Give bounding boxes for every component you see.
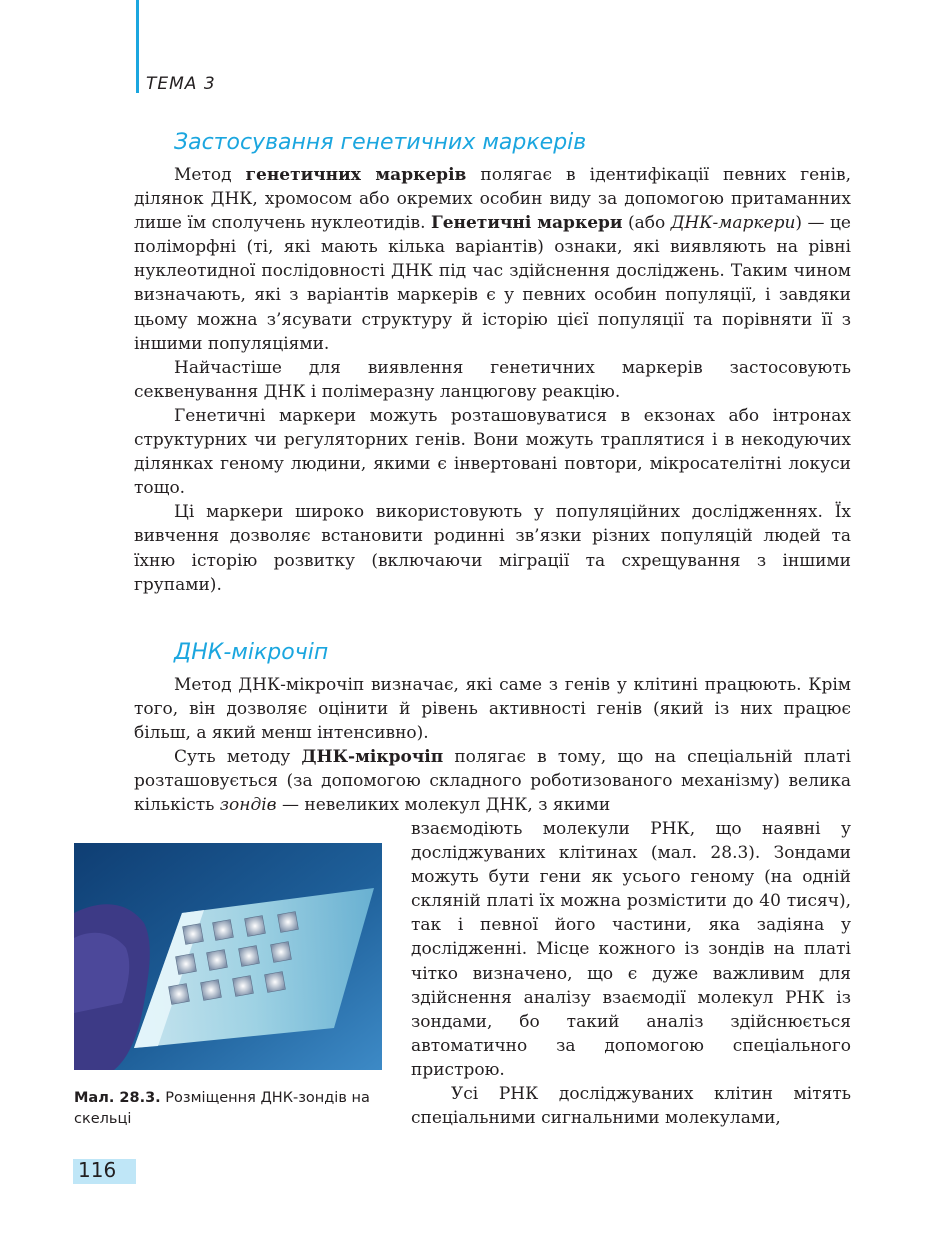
section-heading-dna-microchip: ДНК-мікрочіп	[174, 640, 329, 665]
paragraph: Найчастіше для виявлення генетичних маркерів застосовують секвенування ДНК і полімеразну ланцюгову реакцію.	[134, 357, 851, 402]
paragraph: взаємодіють молекули РНК, що наявні у досліджуваних клітинах (мал. 28.3). Зондами можуть бути гени як усього геному (на одній скляній платі їх можна розмістити до 40 тисяч), так і певної його частини, яка задіяна у дослідженні. Місце кожного із зондів на платі чітко визначено, що є дуже важливим для здійснення аналізу взаємодії молекул РНК із зондами, бо такий аналіз здійснюється автоматично за допомогою спеціального пристрою.	[411, 819, 851, 1080]
section-heading-genetic-markers: Застосування генетичних маркерів	[174, 130, 587, 155]
figure-caption-label: Мал. 28.3.	[74, 1090, 161, 1106]
paragraph: Метод генетичних маркерів полягає в ідентифікації певних генів, ділянок ДНК, хромосом або окремих особин виду за допомогою притаманних лише їм сполучень нуклеотидів. Генетичні маркери (або ДНК-маркери) — це поліморфні (ті, які мають кілька варіантів) ознаки, які виявляють на рівні нуклеотидної послідовності ДНК під час здійснення досліджень. Таким чином визначають, які з варіантів маркерів є у певних особин популяції, і завдяки цьому можна з’ясувати структуру й історію цієї популяції та порівняти її з іншими популяціями.	[134, 165, 851, 354]
figure-caption-text: Розміщення ДНК-зондів на скельці	[74, 1090, 370, 1127]
figure-caption	[74, 1088, 384, 1130]
theme-label: ТЕМА 3	[146, 74, 216, 94]
header-accent-bar	[136, 0, 139, 93]
page-number: 116	[78, 1158, 117, 1182]
paragraph: Ці маркери широко використовують у популяційних дослідженнях. Їх вивчення дозволяє встановити родинні зв’язки різних популяцій людей та їхню історію розвитку (включаючи міграції та схрещування з іншими групами).	[134, 502, 851, 595]
paragraph: Суть методу ДНК-мікрочіп полягає в тому, що на спеціальній платі розташовується (за допомогою складного роботизованого механізму) велика кількість зондів — невеликих молекул ДНК, з якими	[134, 747, 851, 816]
section-body-dna-microchip	[134, 673, 851, 818]
paragraph: Метод ДНК-мікрочіп визначає, які саме з генів у клітині працюють. Крім того, він дозволяє оцінити й рівень активності генів (який із них працює більш, а який менш інтенсивно).	[134, 675, 851, 744]
section-body-dna-microchip-continued	[411, 817, 851, 1130]
paragraph: Генетичні маркери можуть розташовуватися в екзонах або інтронах структурних чи регуляторних генів. Вони можуть траплятися і в некодуючих ділянках геному людини, якими є інвертовані повтори, мікросателітні локуси тощо.	[134, 405, 851, 499]
section-body-genetic-markers	[134, 163, 851, 597]
paragraph: Усі РНК досліджуваних клітин мітять спеціальними сигнальними молекулами,	[411, 1084, 851, 1129]
microchip-slide-illustration	[74, 843, 382, 1070]
dna-microchip-photo	[74, 843, 382, 1070]
